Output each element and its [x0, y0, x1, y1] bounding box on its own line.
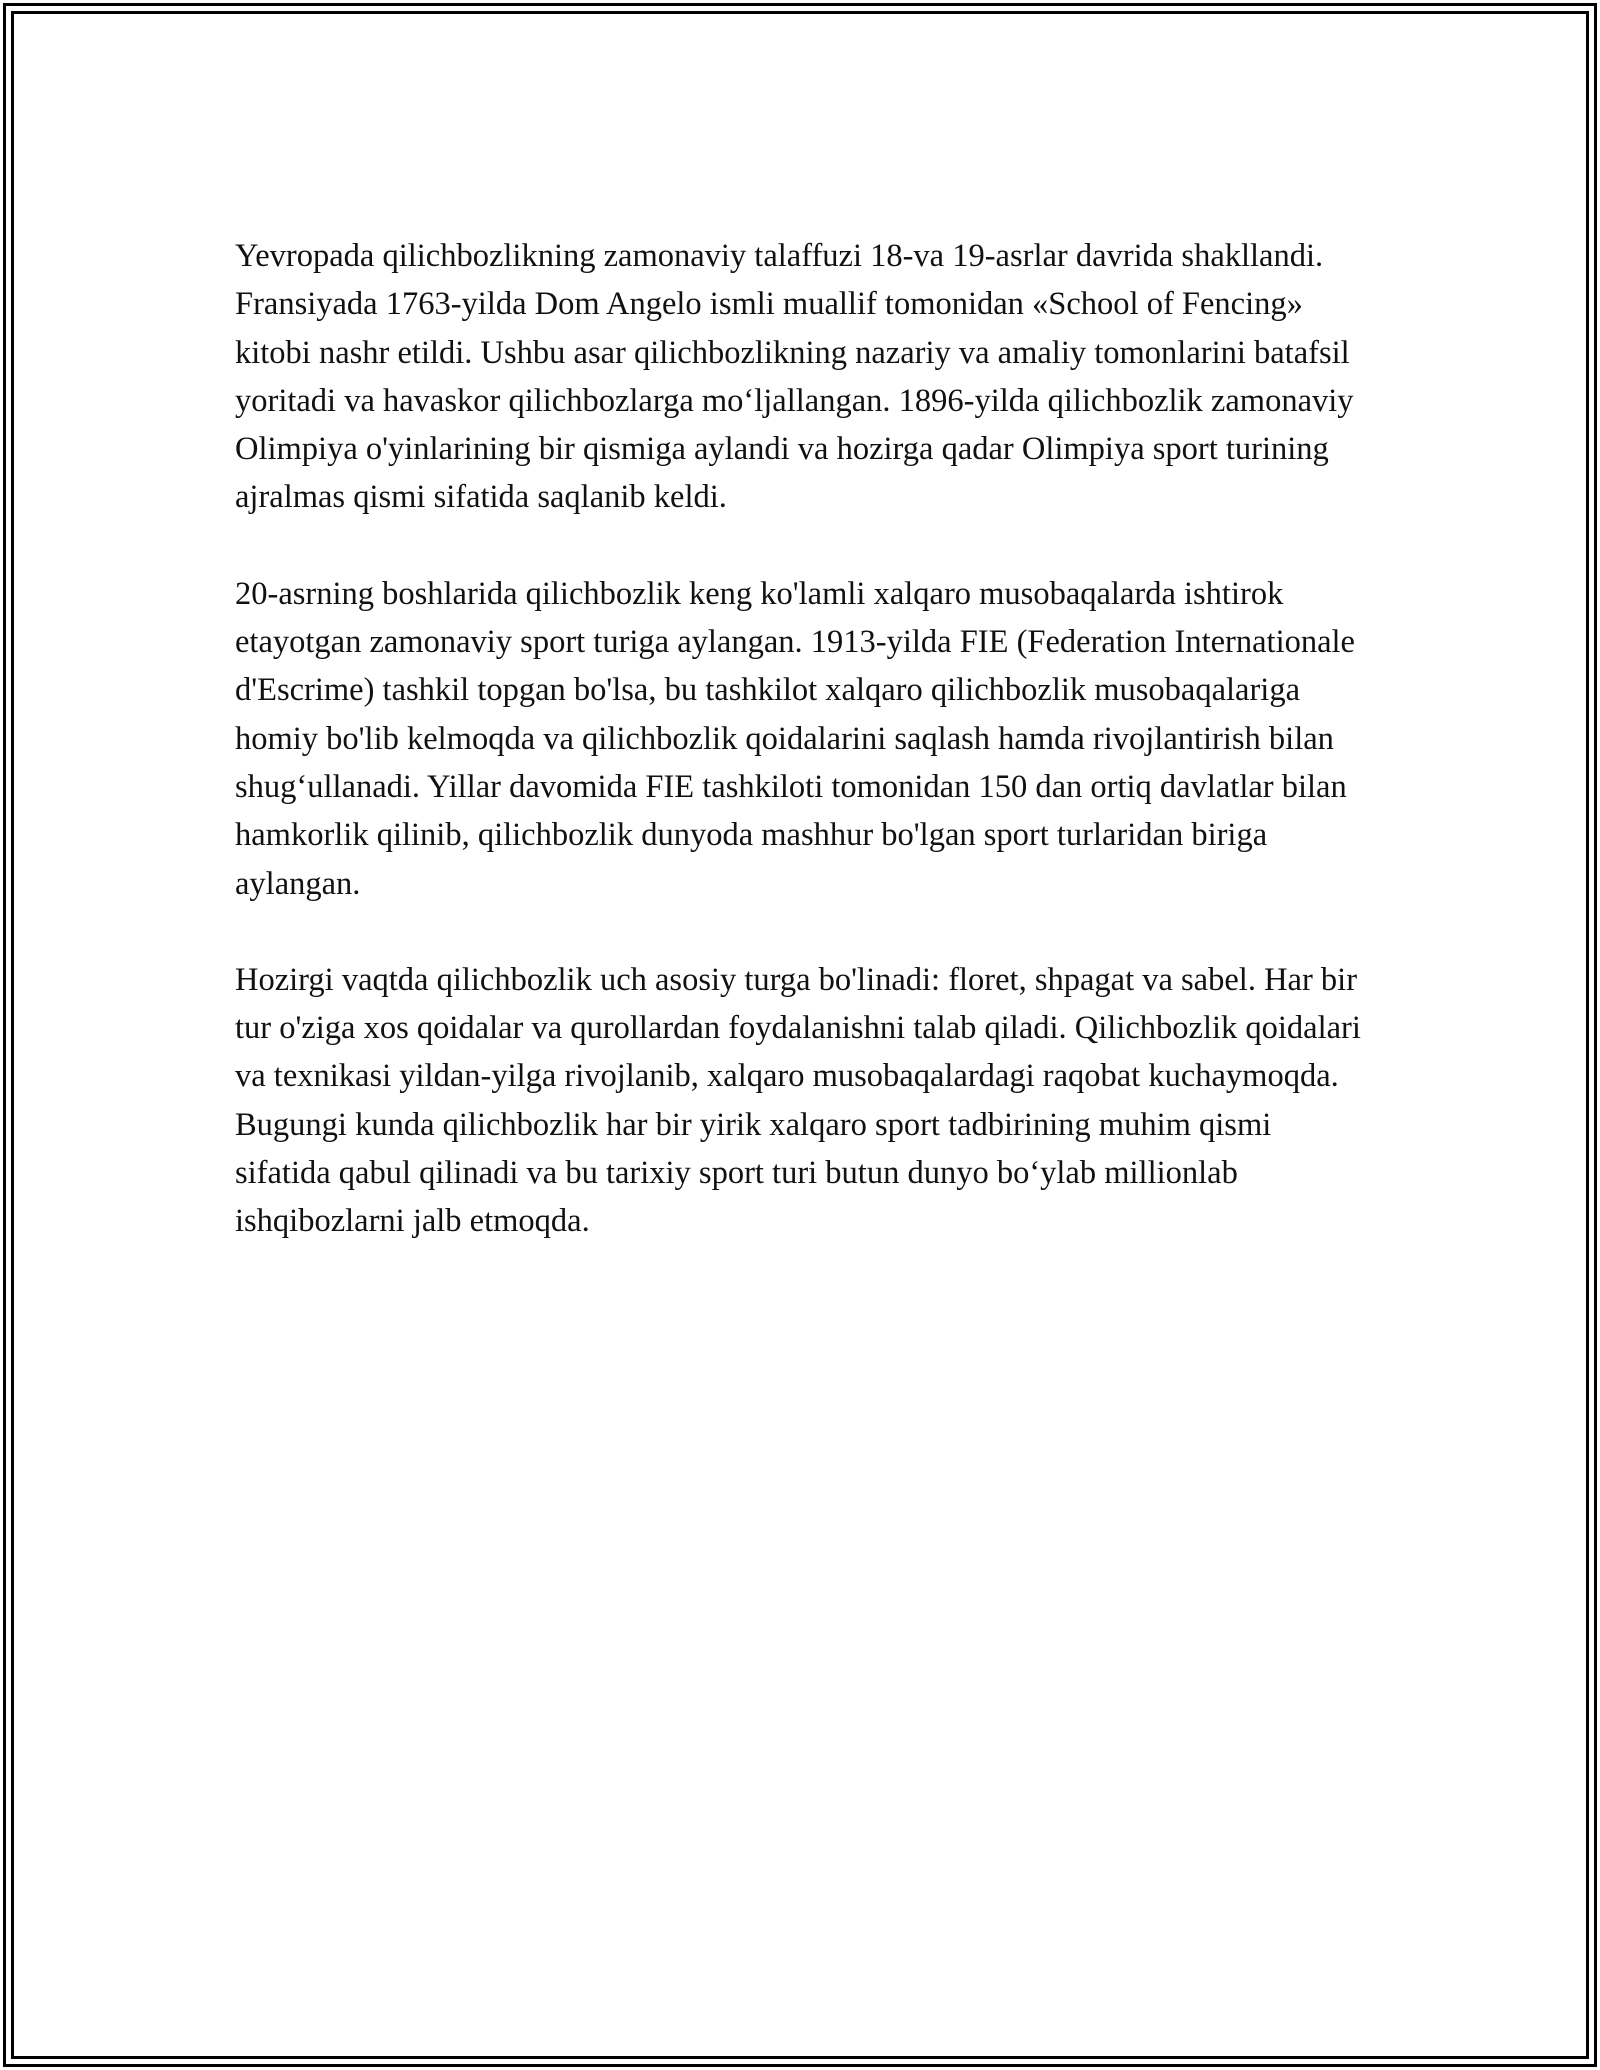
paragraph-fie-history: 20-asrning boshlarida qilichbozlik keng ko'lamli xalqaro musobaqalarda ishtirok etayotgan zamonaviy sport turiga aylangan. 1913-yilda FIE (Federation Internationale d'Escrime) tashkil topgan bo'lsa, bu tashkilot xalqaro qilichbozlik musobaqalariga homiy bo'lib kelmoqda va qilichbozlik qoidalarini saqlash hamda rivojlantirish bilan shug‘ullanadi. Yillar davomida FIE tashkiloti tomonidan 150 dan ortiq davlatlar bilan hamkorlik qilinib, qilichbozlik dunyoda mashhur bo'lgan sport turlaridan biriga aylangan. — [235, 575, 1355, 902]
document-body — [235, 232, 1375, 1246]
paragraph-history-europe: Yevropada qilichbozlikning zamonaviy talaffuzi 18-va 19-asrlar davrida shakllandi. Fransiyada 1763-yilda Dom Angelo ismli muallif tomonidan «School of Fencing» kitobi nashr etildi. Ushbu asar qilichbozlikning nazariy va amaliy tomonlarini batafsil yoritadi va havaskor qilichbozlarga mo‘ljallangan. 1896-yilda qilichbozlik zamonaviy Olimpiya o'yinlarining bir qismiga aylandi va hozirga qadar Olimpiya sport turining ajralmas qismi sifatida saqlanib keldi. — [235, 238, 1354, 516]
paragraph-modern-types: Hozirgi vaqtda qilichbozlik uch asosiy turga bo'linadi: floret, shpagat va sabel. Har bir tur o'ziga xos qoidalar va qurollardan foydalanishni talab qiladi. Qilichbozlik qoidalari va texnikasi yildan-yilga rivojlanib, xalqaro musobaqalardagi raqobat kuchaymoqda. Bugungi kunda qilichbozlik har bir yirik xalqaro sport tadbirining muhim qismi sifatida qabul qilinadi va bu tarixiy sport turi butun dunyo bo‘ylab millionlab ishqibozlarni jalb etmoqda. — [235, 961, 1361, 1240]
